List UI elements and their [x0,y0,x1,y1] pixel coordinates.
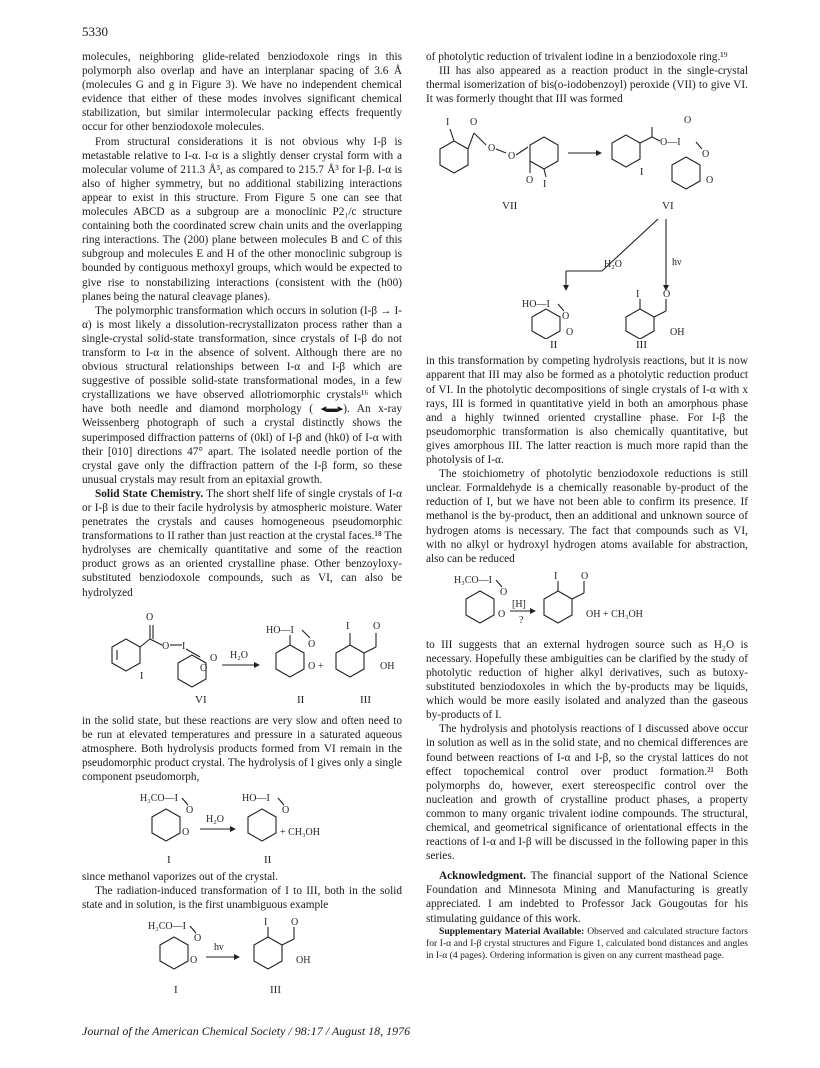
svg-text:OH: OH [296,955,311,967]
svg-text:+ CH₃OH: + CH₃OH [280,827,320,839]
compound-label-i: I [174,984,178,997]
svg-text:+: + [318,660,324,672]
svg-text:OH + CH₃OH: OH + CH₃OH [586,608,643,620]
benzene-ring [160,937,188,969]
svg-text:H₃CO—I: H₃CO—I [454,574,492,586]
svg-text:OH: OH [380,660,395,672]
svg-text:I: I [554,570,558,582]
benzene-ring [248,809,276,841]
svg-text:H₂O: H₂O [206,814,224,826]
supplementary-body: Observed and calculated structure factors for I-α and I-β crystal structures and Figure 1, calculated bond distances and angles in I-α (4 pages). Ordering information is given on any current masthead page. [426,925,749,961]
left-paragraph-4-body: The short shelf life of single crystals of I-α or I-β is due to their facile hydrolysis by atmospheric moisture. Water penetrates the crystals and causes homogeneous pseudomorphic transformations to II rather than just reaction at the crystal faces.¹⁸ The hydrolyses are chemically quantitative and some of the reaction product grows as an oriented crystalline phase. Other benzoyloxy-substituted benziodoxole compounds, such as VI, can also be hydrolyzed [82,487,403,599]
scheme-i-reduction [426,569,748,635]
acknowledgment [426,869,748,925]
svg-text:[H]: [H] [512,598,526,610]
acknowledgment-body: The financial support of the National Science Foundation and Minnesota Mining and Manufacturing is greatly appreciated. I am indebted to Professor Jack Gougoutas for his stimulating guidance of this work. [426,870,748,925]
left-paragraph-2: From structural considerations it is not obvious why I-β is metastable relative to I-α. I-α is a slightly denser crystal form with a molecular volume of 211.3 Å³, as compared to 215.7 Å³ for I-β. I-α is also of higher symmetry, but no additional stabilizing interactions appear to exist in this structure. From Figure 5 one can see that molecules ABCD as a subgroup are a monoclinic P2₁/c structure containing both the coordinated screw chain units and the overlapping ring interactions. The (200) plane between molecules B and C of this subgroup and molecules E and H of the other monoclinic subgroup is bounded by contiguous methoxyl groups, which would be expected to give rise to nonstabilizing interactions (consistent with the (h00) planes being the natural cleavage planes). [82,135,402,303]
svg-text:O: O [566,327,574,339]
svg-text:O: O [200,662,208,674]
left-paragraph-6: since methanol vaporizes out of the crystal. [82,871,279,884]
right-column [426,50,748,962]
svg-text:?: ? [519,614,524,626]
svg-text:O: O [500,586,508,598]
svg-text:H₂O: H₂O [230,649,248,661]
compound-label-ii: II [550,339,558,352]
svg-text:O: O [702,149,710,161]
svg-text:I: I [543,179,547,191]
svg-text:HO—I: HO—I [242,793,270,805]
svg-text:O: O [190,955,198,967]
left-paragraph-3: The polymorphic transformation which occurs in solution (I-β → I-α) is most likely a dissolution-recrystallizaton process rather than a single-crystal solid-state transformation, since crystals of I-β do not transform to I-α in the absence of solvent. Although there are no obvious structural relationships between I-α and I-β which are suggestive of possible solid-state transformational modes, in a few crystallizations we have observed allotriomorphic crystals¹⁶ which have both needle and diamond morphology ( ◂▬▸). An x-ray Weissenberg photograph of such a crystal distinctly shows the superimposed diffraction patterns of (0kl) of I-β and (hk0) of I-α with their [010] directions 47° apart. The isolated needle portion of the crystal gave only the diffraction pattern of the I-β form, so these unusual crystals may result from an epitaxial growth. [82,304,402,486]
compound-label-vii: VII [502,200,518,213]
svg-text:O: O [562,311,570,323]
benzene-ring [626,309,654,339]
svg-text:I: I [636,289,640,301]
svg-text:I: I [182,640,186,652]
svg-text:O: O [470,117,478,129]
svg-text:O: O [488,143,496,155]
svg-text:O—I: O—I [660,137,681,149]
section-heading-solid-state: Solid State Chemistry. [95,487,204,500]
svg-text:O: O [282,805,290,817]
svg-text:I: I [640,167,644,179]
compound-label-i: I [167,854,171,867]
compound-label-iii: III [636,339,647,352]
scheme-labels-row [426,338,748,354]
benzene-ring [152,809,180,841]
right-paragraph-5: to III suggests that an external hydrogen source such as H₂O is necessary. Hopefully these ambiguities can be clarified by the study of photolytic reduction of higher alkyl derivatives, such as butoxy-substituted benziodoxoles in which the by-products may be liquids, which would be more easily isolated and analyzed than the gaseous by-products of I. [426,638,748,722]
svg-text:hν: hν [672,257,682,269]
svg-text:O: O [308,638,316,650]
scheme-vii-isomerization [426,109,748,339]
left-paragraph-4 [82,487,402,600]
left-column [82,50,402,1000]
svg-text:hν: hν [214,942,224,954]
compound-label-vi: VI [662,200,674,213]
svg-text:O: O [526,175,534,187]
svg-text:I: I [140,670,144,682]
svg-text:H₃CO—I: H₃CO—I [148,921,186,933]
supplementary-heading: Supplementary Material Available: [439,925,585,937]
page-number: 5330 [82,24,108,39]
scheme-vi-hydrolysis [82,603,402,711]
svg-text:OH: OH [670,327,685,339]
benzene-ring [112,639,140,671]
left-paragraph-5: in the solid state, but these reactions are very slow and often need to be run at elevated temperatures and pressure in a saturated aqueous atmosphere. Both hydrolysis products formed from VI remain in the pseudomorphic product crystal. The hydrolysis of I gives only a single component pseudomorph, [82,714,402,784]
compound-label-iii: III [360,693,371,706]
benzene-ring [544,591,572,623]
svg-text:O: O [684,115,692,127]
svg-text:H₂O: H₂O [604,259,622,271]
svg-text:O: O [706,175,714,187]
svg-text:O: O [186,805,194,817]
compound-label-vi: VI [195,693,207,706]
svg-text:O: O [182,827,190,839]
benzene-ring [440,141,468,173]
benzene-ring [530,137,558,169]
svg-text:O: O [581,570,589,582]
svg-text:I: I [446,117,450,129]
svg-text:O: O [663,289,671,301]
right-paragraph-1: of photolytic reduction of trivalent iodine in a benziodoxole ring.¹⁹ [426,51,728,63]
svg-text:O: O [291,917,299,929]
svg-text:O: O [508,151,516,163]
svg-text:O: O [146,611,154,623]
acknowledgment-heading: Acknowledgment. [439,870,526,883]
left-paragraph-7: The radiation-induced transformation of I to III, both in the solid state and in solution, is the first unambiguous example [82,885,402,912]
compound-label-ii: II [264,854,272,867]
benzene-ring [466,591,494,623]
right-paragraph-6: The hydrolysis and photolysis reactions of I discussed above occur in solution as well as in the solid state, and no chemical differences are found between reactions of I-α and I-β, so the crystal lattices do not effect topochemical control over product formation.²¹ Both polymorphs do, however, exert stereospecific control over the nucleation and growth of crystalline product phases, a property common to many organic trivalent iodine compounds. The structural, chemical, and geometrical significance of orientational effects in the reactions of I-α and I-β will be discussed in the following paper in this series. [426,723,748,863]
svg-text:HO—I: HO—I [266,624,294,636]
svg-text:O: O [162,640,170,652]
compound-label-iii: III [270,984,281,997]
right-paragraph-2: III has also appeared as a reaction product in the single-crystal thermal isomerization of bis(o-iodobenzoyl) peroxide (VII) to give VI. It was formerly thought that III was formed [426,65,748,106]
benzene-ring [336,645,364,677]
journal-footer: Journal of the American Chemical Society / 98:17 / August 18, 1976 [82,1024,411,1038]
supplementary-material [426,926,748,962]
benzene-ring [276,645,304,677]
right-paragraph-4: The stoichiometry of photolytic benziodoxole reductions is still unclear. Formaldehyde is a chemically reasonable by-product of the reduction of I, but we have not been able to confirm its presence. If methanol is the by-product, then an additional and unknown source of hydrogen atoms is necessary. The fact that compounds such as VI, with no alkyl or hydroxyl hydrogen atoms available for abstraction, also can be reduced [426,468,748,565]
left-paragraph-1: molecules, neighboring glide-related benziodoxole rings in this polymorph also overlap and have an interplanar spacing of 3.6 Å (molecules G and g in Figure 3). We have no independent chemical evidence that either of these modes involves significant chemical stabilization, but similar intermolecular packing effects frequently occur for other benziodoxole molecules. [82,51,402,134]
svg-text:O: O [373,620,381,632]
svg-text:O: O [498,608,506,620]
right-paragraph-3: in this transformation by competing hydrolysis reactions, but it is now apparent that III may also be formed as a photolytic reduction product of VI. In the photolytic decompositions of single crystals of I-α with x rays, III is formed in quantitative yield in both an amorphous phase and a highly twinned oriented crystalline phase. For I-β the pseudomorphic transformation is also chemically quantitative, but gives amorphous III. The latter reaction is much more rapid than the photolysis of I-α. [426,355,748,467]
svg-text:HO—I: HO—I [522,299,550,311]
svg-text:H₃CO—I: H₃CO—I [140,793,178,805]
svg-text:I: I [264,917,268,929]
benzene-ring [612,135,640,167]
scheme-i-hydrolysis [82,787,402,867]
svg-text:O: O [194,933,202,945]
benzene-ring [672,157,700,189]
svg-text:O: O [308,660,316,672]
svg-text:I: I [346,620,350,632]
benzene-ring [254,937,282,969]
compound-label-ii: II [297,693,305,706]
svg-text:O: O [210,652,218,664]
benzene-ring [532,309,560,339]
scheme-i-photolysis [82,915,402,997]
